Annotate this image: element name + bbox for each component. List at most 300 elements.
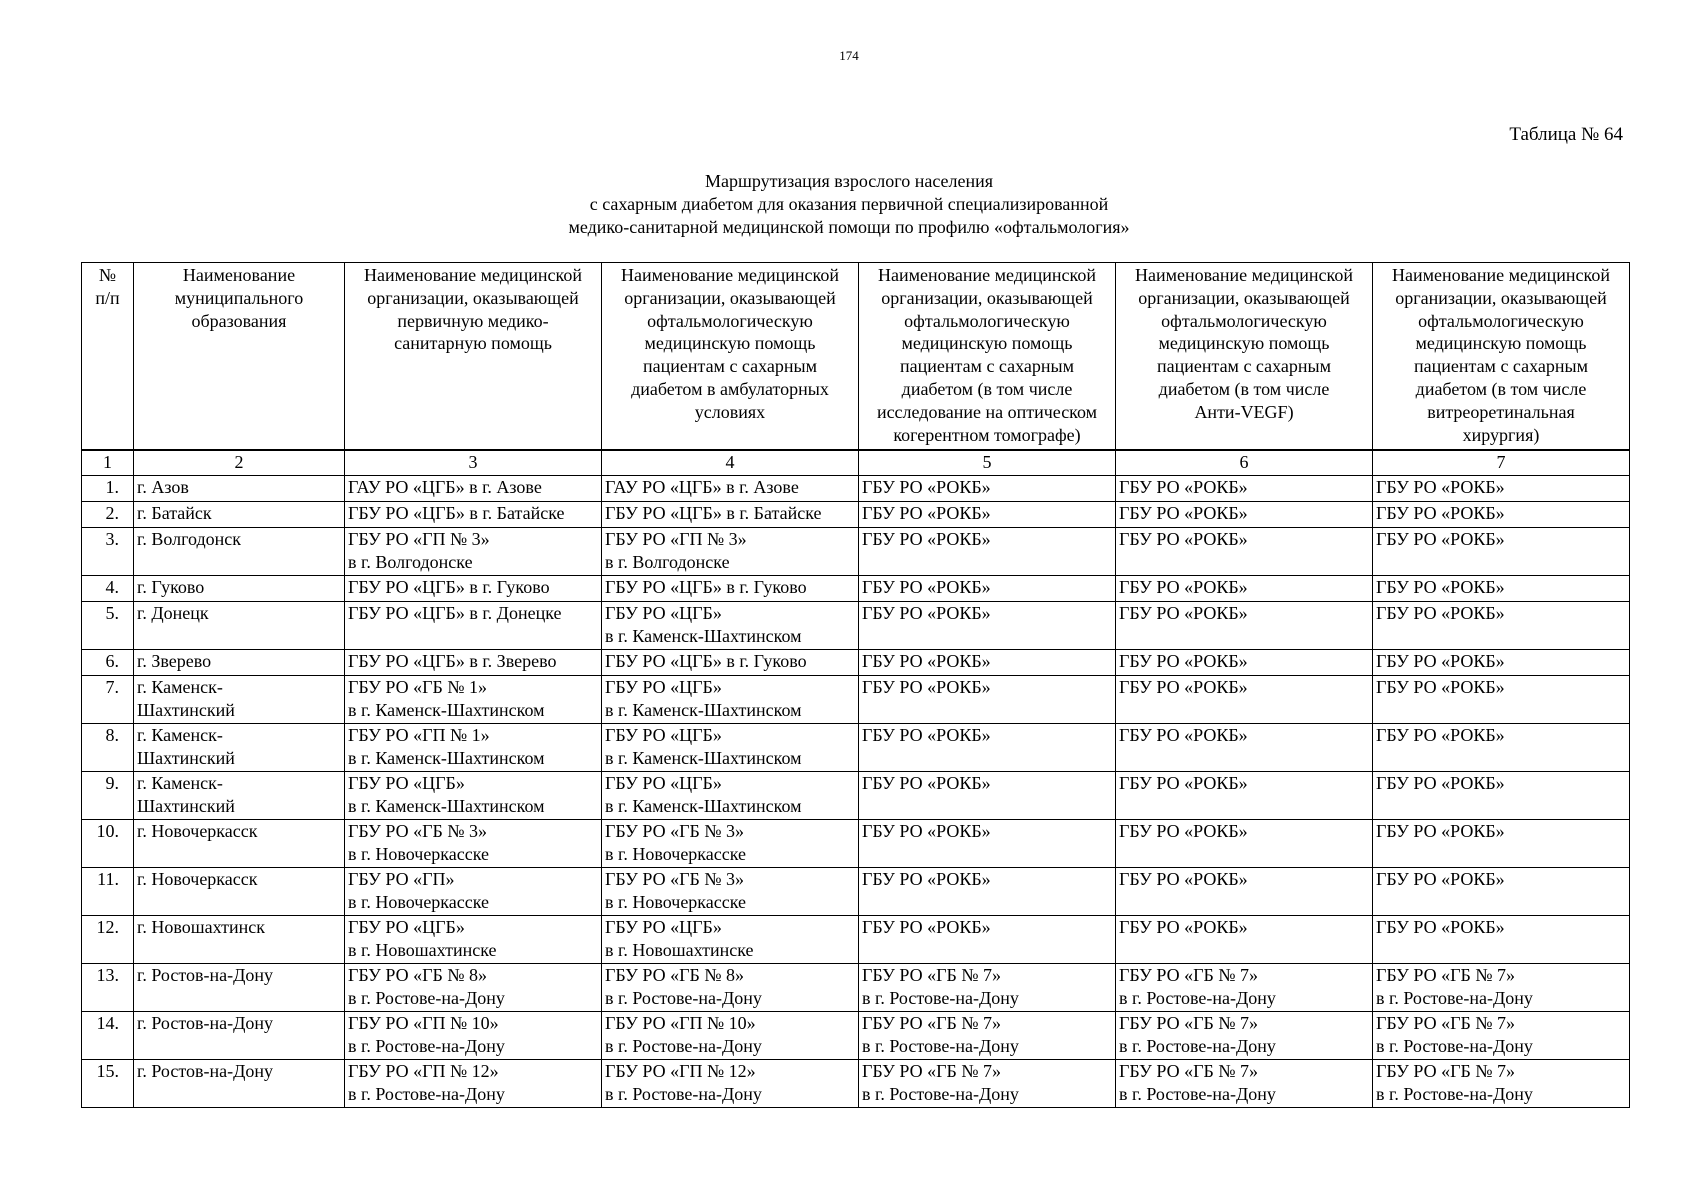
cell-text-line: ГБУ РО «ГП № 10»	[605, 1013, 756, 1033]
cell-text-line: диабетом в амбулаторных	[631, 378, 829, 399]
cell-text-line: г. Новочеркасск	[137, 821, 258, 841]
cell-text-line: медицинскую помощь	[644, 333, 816, 354]
cell-text-line: г. Новошахтинск	[137, 917, 265, 937]
row-number: 1.	[82, 476, 134, 502]
primary-care-cell	[345, 676, 602, 724]
oct-cell	[859, 576, 1116, 602]
cell-text-line: офтальмологическую	[647, 310, 813, 331]
cell-text-line: ГБУ РО «ГБ № 7»	[1119, 1013, 1258, 1033]
municipality-cell	[134, 602, 345, 650]
cell-text-line: муниципального	[174, 287, 304, 308]
cell-text-line: в г. Новошахтинске	[348, 939, 497, 960]
cell-text-line: в г. Ростове-на-Дону	[862, 1035, 1019, 1056]
cell-text-line: в г. Новочеркасске	[348, 891, 490, 912]
table-row	[82, 724, 1630, 772]
row-number: 13.	[82, 964, 134, 1012]
anti-vegf-cell	[1116, 528, 1373, 576]
cell-text-line: ГБУ РО «ГБ № 7»	[1119, 965, 1258, 985]
oct-cell	[859, 528, 1116, 576]
primary-care-cell	[345, 576, 602, 602]
cell-text-line: ГБУ РО «ЦГБ»	[348, 917, 465, 937]
oct-cell	[859, 1060, 1116, 1108]
cell-text-line: пациентам с сахарным	[1413, 356, 1589, 377]
column-number: 3	[345, 450, 602, 476]
cell-text-line: офтальмологическую	[1418, 310, 1584, 331]
table-row	[82, 964, 1630, 1012]
table-label: Таблица № 64	[1509, 124, 1623, 145]
table-header	[82, 263, 1630, 476]
cell-text-line: Шахтинский	[137, 795, 235, 816]
cell-text-line: ГБУ РО «ГБ № 7»	[862, 1061, 1001, 1081]
cell-text-line: Анти-VEGF)	[1194, 401, 1294, 422]
cell-text-line: исследование на оптическом	[876, 401, 1098, 422]
primary-care-cell	[345, 650, 602, 676]
cell-text-line: Шахтинский	[137, 747, 235, 768]
table-row	[82, 772, 1630, 820]
cell-text-line: пациентам с сахарным	[899, 356, 1075, 377]
cell-text-line: г. Каменск-	[137, 773, 223, 793]
row-number: 12.	[82, 916, 134, 964]
title-line: медико-санитарной медицинской помощи по профилю «офтальмология»	[568, 217, 1130, 237]
cell-text-line: ГБУ РО «ГБ № 8»	[605, 965, 744, 985]
row-number: 6.	[82, 650, 134, 676]
anti-vegf-cell	[1116, 868, 1373, 916]
cell-text-line: ГБУ РО «ЦГБ»	[605, 725, 722, 745]
cell-text-line: организации, оказывающей	[367, 287, 579, 308]
cell-text-line: г. Донецк	[137, 603, 209, 623]
vitreoretinal-cell	[1373, 868, 1630, 916]
municipality-cell	[134, 650, 345, 676]
cell-text-line: ГБУ РО «ГП № 3»	[348, 529, 490, 549]
anti-vegf-cell	[1116, 650, 1373, 676]
vitreoretinal-cell	[1373, 650, 1630, 676]
oct-cell	[859, 724, 1116, 772]
cell-text-line: ГБУ РО «РОКБ»	[862, 821, 991, 841]
cell-text-line: ГБУ РО «РОКБ»	[1376, 651, 1505, 671]
vitreoretinal-cell	[1373, 602, 1630, 650]
anti-vegf-cell	[1116, 576, 1373, 602]
cell-text-line: ГБУ РО «ГБ № 7»	[862, 965, 1001, 985]
anti-vegf-cell	[1116, 820, 1373, 868]
outpatient-cell	[602, 476, 859, 502]
outpatient-cell	[602, 502, 859, 528]
row-number: 15.	[82, 1060, 134, 1108]
cell-text-line: организации, оказывающей	[1138, 287, 1350, 308]
municipality-cell	[134, 576, 345, 602]
anti-vegf-cell	[1116, 502, 1373, 528]
cell-text-line: медицинскую помощь	[1415, 333, 1587, 354]
cell-text-line: в г. Ростове-на-Дону	[605, 1035, 762, 1056]
cell-text-line: организации, оказывающей	[624, 287, 836, 308]
table-row	[82, 476, 1630, 502]
cell-text-line: ГБУ РО «ГБ № 7»	[862, 1013, 1001, 1033]
cell-text-line: г. Каменск-	[137, 725, 223, 745]
cell-text-line: в г. Каменск-Шахтинском	[605, 699, 802, 720]
cell-text-line: ГБУ РО «РОКБ»	[862, 773, 991, 793]
cell-text-line: ГБУ РО «ГП № 3»	[605, 529, 747, 549]
municipality-cell	[134, 820, 345, 868]
vitreoretinal-cell	[1373, 964, 1630, 1012]
cell-text-line: в г. Каменск-Шахтинском	[605, 625, 802, 646]
oct-cell	[859, 602, 1116, 650]
outpatient-cell	[602, 1060, 859, 1108]
cell-text-line: ГБУ РО «РОКБ»	[1119, 917, 1248, 937]
vitreoretinal-cell	[1373, 916, 1630, 964]
cell-text-line: ГБУ РО «ГБ № 3»	[605, 869, 744, 889]
cell-text-line: ГБУ РО «ГБ № 7»	[1376, 965, 1515, 985]
table-row	[82, 1012, 1630, 1060]
cell-text-line: санитарную помощь	[394, 333, 552, 354]
row-number: 4.	[82, 576, 134, 602]
row-number: 3.	[82, 528, 134, 576]
oct-cell	[859, 502, 1116, 528]
outpatient-cell	[602, 576, 859, 602]
title-line: Маршрутизация взрослого населения	[704, 171, 994, 191]
column-number: 5	[859, 450, 1116, 476]
cell-text-line: ГБУ РО «ГП № 1»	[348, 725, 490, 745]
cell-text-line: в г. Ростове-на-Дону	[1119, 987, 1276, 1008]
cell-text-line: в г. Ростове-на-Дону	[1376, 1083, 1533, 1104]
row-number: 9.	[82, 772, 134, 820]
cell-text-line: в г. Ростове-на-Дону	[1376, 987, 1533, 1008]
cell-text-line: ГБУ РО «РОКБ»	[1119, 651, 1248, 671]
anti-vegf-cell	[1116, 1012, 1373, 1060]
cell-text-line: г. Новочеркасск	[137, 869, 258, 889]
cell-text-line: в г. Новочеркасске	[348, 843, 490, 864]
cell-text-line: г. Каменск-	[137, 677, 223, 697]
table-row	[82, 1060, 1630, 1108]
cell-text-line: №	[98, 265, 117, 285]
cell-text-line: в г. Каменск-Шахтинском	[348, 795, 545, 816]
cell-text-line: Наименование медицинской	[878, 265, 1096, 285]
municipality-cell	[134, 916, 345, 964]
column-number: 7	[1373, 450, 1630, 476]
cell-text-line: пациентам с сахарным	[642, 356, 818, 377]
cell-text-line: в г. Ростове-на-Дону	[348, 987, 505, 1008]
vitreoretinal-cell	[1373, 724, 1630, 772]
primary-care-cell	[345, 820, 602, 868]
outpatient-cell	[602, 1012, 859, 1060]
cell-text-line: Наименование медицинской	[364, 265, 582, 285]
cell-text-line: в г. Ростове-на-Дону	[1376, 1035, 1533, 1056]
cell-text-line: Наименование медицинской	[621, 265, 839, 285]
municipality-cell	[134, 502, 345, 528]
municipality-cell	[134, 528, 345, 576]
cell-text-line: ГБУ РО «РОКБ»	[862, 503, 991, 523]
vitreoretinal-cell	[1373, 528, 1630, 576]
cell-text-line: медицинскую помощь	[901, 333, 1073, 354]
cell-text-line: ГБУ РО «РОКБ»	[1119, 677, 1248, 697]
cell-text-line: ГБУ РО «РОКБ»	[1119, 603, 1248, 623]
cell-text-line: в г. Новочеркасске	[605, 843, 747, 864]
cell-text-line: г. Гуково	[137, 577, 205, 597]
cell-text-line: когерентном томографе)	[893, 424, 1081, 445]
municipality-cell	[134, 1060, 345, 1108]
oct-cell	[859, 650, 1116, 676]
row-number: 8.	[82, 724, 134, 772]
cell-text-line: ГБУ РО «ЦГБ» в г. Батайске	[605, 503, 822, 523]
cell-text-line: диабетом (в том числе	[1415, 378, 1587, 399]
cell-text-line: ГБУ РО «ЦГБ» в г. Гуково	[348, 577, 550, 597]
cell-text-line: ГБУ РО «РОКБ»	[1119, 503, 1248, 523]
cell-text-line: хирургия)	[1462, 424, 1540, 445]
cell-text-line: ГБУ РО «ГП № 10»	[348, 1013, 499, 1033]
header-vitreoretinal	[1373, 263, 1630, 451]
vitreoretinal-cell	[1373, 820, 1630, 868]
primary-care-cell	[345, 868, 602, 916]
table-row	[82, 528, 1630, 576]
table-body	[82, 476, 1630, 1108]
row-number: 10.	[82, 820, 134, 868]
row-number: 2.	[82, 502, 134, 528]
vitreoretinal-cell	[1373, 1060, 1630, 1108]
cell-text-line: ГБУ РО «РОКБ»	[862, 603, 991, 623]
cell-text-line: в г. Ростове-на-Дону	[605, 1083, 762, 1104]
cell-text-line: ГБУ РО «РОКБ»	[862, 577, 991, 597]
routing-table	[81, 262, 1630, 1108]
vitreoretinal-cell	[1373, 502, 1630, 528]
table-row	[82, 602, 1630, 650]
cell-text-line: в г. Новочеркасске	[605, 891, 747, 912]
outpatient-cell	[602, 724, 859, 772]
cell-text-line: в г. Волгодонске	[348, 551, 473, 572]
municipality-cell	[134, 676, 345, 724]
cell-text-line: ГБУ РО «РОКБ»	[1376, 725, 1505, 745]
cell-text-line: г. Зверево	[137, 651, 212, 671]
municipality-cell	[134, 724, 345, 772]
vitreoretinal-cell	[1373, 772, 1630, 820]
cell-text-line: ГБУ РО «РОКБ»	[1376, 577, 1505, 597]
cell-text-line: г. Батайск	[137, 503, 212, 523]
cell-text-line: пациентам с сахарным	[1156, 356, 1332, 377]
oct-cell	[859, 916, 1116, 964]
primary-care-cell	[345, 602, 602, 650]
oct-cell	[859, 820, 1116, 868]
table-row	[82, 868, 1630, 916]
cell-text-line: ГБУ РО «РОКБ»	[1376, 917, 1505, 937]
cell-text-line: ГБУ РО «РОКБ»	[862, 651, 991, 671]
cell-text-line: в г. Ростове-на-Дону	[862, 987, 1019, 1008]
cell-text-line: ГБУ РО «РОКБ»	[1376, 821, 1505, 841]
cell-text-line: первичную медико-	[397, 310, 549, 331]
cell-text-line: ГБУ РО «ГБ № 7»	[1119, 1061, 1258, 1081]
cell-text-line: ГБУ РО «РОКБ»	[1119, 725, 1248, 745]
column-number: 1	[82, 450, 134, 476]
cell-text-line: в г. Ростове-на-Дону	[1119, 1083, 1276, 1104]
outpatient-cell	[602, 676, 859, 724]
row-number: 7.	[82, 676, 134, 724]
outpatient-cell	[602, 820, 859, 868]
cell-text-line: в г. Каменск-Шахтинском	[348, 747, 545, 768]
page-number: 174	[839, 48, 859, 63]
cell-text-line: ГБУ РО «РОКБ»	[862, 725, 991, 745]
primary-care-cell	[345, 1060, 602, 1108]
cell-text-line: ГБУ РО «РОКБ»	[862, 477, 991, 497]
cell-text-line: ГБУ РО «РОКБ»	[1376, 477, 1505, 497]
primary-care-cell	[345, 724, 602, 772]
municipality-cell	[134, 868, 345, 916]
cell-text-line: офтальмологическую	[1161, 310, 1327, 331]
cell-text-line: ГБУ РО «РОКБ»	[1376, 869, 1505, 889]
table-row	[82, 650, 1630, 676]
cell-text-line: ГБУ РО «ЦГБ»	[605, 917, 722, 937]
outpatient-cell	[602, 772, 859, 820]
cell-text-line: ГАУ РО «ЦГБ» в г. Азове	[348, 477, 542, 497]
anti-vegf-cell	[1116, 676, 1373, 724]
oct-cell	[859, 868, 1116, 916]
outpatient-cell	[602, 602, 859, 650]
cell-text-line: ГБУ РО «ГБ № 8»	[348, 965, 487, 985]
cell-text-line: ГБУ РО «ЦГБ» в г. Донецке	[348, 603, 562, 623]
cell-text-line: диабетом (в том числе	[1158, 378, 1330, 399]
table-row	[82, 676, 1630, 724]
cell-text-line: в г. Каменск-Шахтинском	[348, 699, 545, 720]
oct-cell	[859, 676, 1116, 724]
cell-text-line: медицинскую помощь	[1158, 333, 1330, 354]
cell-text-line: г. Волгодонск	[137, 529, 242, 549]
cell-text-line: ГБУ РО «РОКБ»	[1376, 529, 1505, 549]
cell-text-line: ГБУ РО «РОКБ»	[862, 677, 991, 697]
cell-text-line: организации, оказывающей	[1395, 287, 1607, 308]
cell-text-line: в г. Ростове-на-Дону	[862, 1083, 1019, 1104]
cell-text-line: ГАУ РО «ЦГБ» в г. Азове	[605, 477, 799, 497]
cell-text-line: в г. Волгодонске	[605, 551, 730, 572]
cell-text-line: ГБУ РО «ЦГБ» в г. Зверево	[348, 651, 557, 671]
cell-text-line: диабетом (в том числе	[901, 378, 1073, 399]
row-number: 5.	[82, 602, 134, 650]
document-title	[0, 170, 1698, 239]
vitreoretinal-cell	[1373, 576, 1630, 602]
cell-text-line: условиях	[694, 401, 766, 422]
anti-vegf-cell	[1116, 1060, 1373, 1108]
cell-text-line: в г. Каменск-Шахтинском	[605, 747, 802, 768]
cell-text-line: ГБУ РО «ЦГБ» в г. Гуково	[605, 577, 807, 597]
cell-text-line: ГБУ РО «ЦГБ»	[605, 603, 722, 623]
header-row	[82, 263, 1630, 451]
column-number: 6	[1116, 450, 1373, 476]
cell-text-line: ГБУ РО «ГБ № 7»	[1376, 1061, 1515, 1081]
cell-text-line: Наименование медицинской	[1392, 265, 1610, 285]
cell-text-line: г. Азов	[137, 477, 189, 497]
header-anti-vegf	[1116, 263, 1373, 451]
oct-cell	[859, 1012, 1116, 1060]
anti-vegf-cell	[1116, 602, 1373, 650]
oct-cell	[859, 772, 1116, 820]
cell-text-line: образования	[191, 310, 287, 331]
cell-text-line: в г. Ростове-на-Дону	[1119, 1035, 1276, 1056]
cell-text-line: ГБУ РО «ГП № 12»	[605, 1061, 756, 1081]
cell-text-line: ГБУ РО «ГБ № 1»	[348, 677, 487, 697]
cell-text-line: ГБУ РО «РОКБ»	[1119, 477, 1248, 497]
cell-text-line: Шахтинский	[137, 699, 235, 720]
primary-care-cell	[345, 964, 602, 1012]
cell-text-line: ГБУ РО «ГП»	[348, 869, 455, 889]
row-number: 11.	[82, 868, 134, 916]
outpatient-cell	[602, 916, 859, 964]
anti-vegf-cell	[1116, 476, 1373, 502]
cell-text-line: г. Ростов-на-Дону	[137, 1061, 274, 1081]
municipality-cell	[134, 772, 345, 820]
cell-text-line: организации, оказывающей	[881, 287, 1093, 308]
anti-vegf-cell	[1116, 772, 1373, 820]
cell-text-line: ГБУ РО «РОКБ»	[862, 869, 991, 889]
municipality-cell	[134, 1012, 345, 1060]
cell-text-line: ГБУ РО «ЦГБ»	[605, 677, 722, 697]
cell-text-line: ГБУ РО «РОКБ»	[1119, 577, 1248, 597]
cell-text-line: г. Ростов-на-Дону	[137, 1013, 274, 1033]
vitreoretinal-cell	[1373, 1012, 1630, 1060]
table-row	[82, 916, 1630, 964]
anti-vegf-cell	[1116, 724, 1373, 772]
cell-text-line: п/п	[95, 287, 120, 308]
cell-text-line: ГБУ РО «ЦГБ» в г. Гуково	[605, 651, 807, 671]
cell-text-line: офтальмологическую	[904, 310, 1070, 331]
cell-text-line: ГБУ РО «ЦГБ»	[605, 773, 722, 793]
cell-text-line: ГБУ РО «РОКБ»	[1119, 821, 1248, 841]
cell-text-line: витреоретинальная	[1427, 401, 1575, 422]
table-row	[82, 502, 1630, 528]
cell-text-line: ГБУ РО «ГБ № 3»	[348, 821, 487, 841]
outpatient-cell	[602, 868, 859, 916]
anti-vegf-cell	[1116, 964, 1373, 1012]
cell-text-line: ГБУ РО «РОКБ»	[1376, 677, 1505, 697]
cell-text-line: в г. Ростове-на-Дону	[605, 987, 762, 1008]
cell-text-line: г. Ростов-на-Дону	[137, 965, 274, 985]
cell-text-line: ГБУ РО «РОКБ»	[1119, 773, 1248, 793]
table-row	[82, 576, 1630, 602]
cell-text-line: ГБУ РО «РОКБ»	[1119, 529, 1248, 549]
vitreoretinal-cell	[1373, 676, 1630, 724]
oct-cell	[859, 964, 1116, 1012]
cell-text-line: ГБУ РО «РОКБ»	[1376, 773, 1505, 793]
cell-text-line: в г. Ростове-на-Дону	[348, 1035, 505, 1056]
oct-cell	[859, 476, 1116, 502]
primary-care-cell	[345, 1012, 602, 1060]
cell-text-line: ГБУ РО «РОКБ»	[1376, 603, 1505, 623]
outpatient-cell	[602, 964, 859, 1012]
header-oct	[859, 263, 1116, 451]
municipality-cell	[134, 476, 345, 502]
header-municipality	[134, 263, 345, 451]
header-outpatient	[602, 263, 859, 451]
outpatient-cell	[602, 650, 859, 676]
row-number: 14.	[82, 1012, 134, 1060]
primary-care-cell	[345, 772, 602, 820]
header-number	[82, 263, 134, 451]
cell-text-line: в г. Каменск-Шахтинском	[605, 795, 802, 816]
column-number: 4	[602, 450, 859, 476]
cell-text-line: ГБУ РО «РОКБ»	[862, 917, 991, 937]
cell-text-line: Наименование	[182, 265, 296, 285]
cell-text-line: Наименование медицинской	[1135, 265, 1353, 285]
title-line: с сахарным диабетом для оказания первичной специализированной	[589, 194, 1109, 214]
primary-care-cell	[345, 916, 602, 964]
header-primary-care	[345, 263, 602, 451]
cell-text-line: ГБУ РО «РОКБ»	[1119, 869, 1248, 889]
anti-vegf-cell	[1116, 916, 1373, 964]
cell-text-line: ГБУ РО «РОКБ»	[862, 529, 991, 549]
cell-text-line: в г. Ростове-на-Дону	[348, 1083, 505, 1104]
cell-text-line: ГБУ РО «ГБ № 7»	[1376, 1013, 1515, 1033]
column-number: 2	[134, 450, 345, 476]
cell-text-line: в г. Новошахтинске	[605, 939, 754, 960]
vitreoretinal-cell	[1373, 476, 1630, 502]
primary-care-cell	[345, 502, 602, 528]
cell-text-line: ГБУ РО «РОКБ»	[1376, 503, 1505, 523]
cell-text-line: ГБУ РО «ЦГБ» в г. Батайске	[348, 503, 565, 523]
municipality-cell	[134, 964, 345, 1012]
table-row	[82, 820, 1630, 868]
